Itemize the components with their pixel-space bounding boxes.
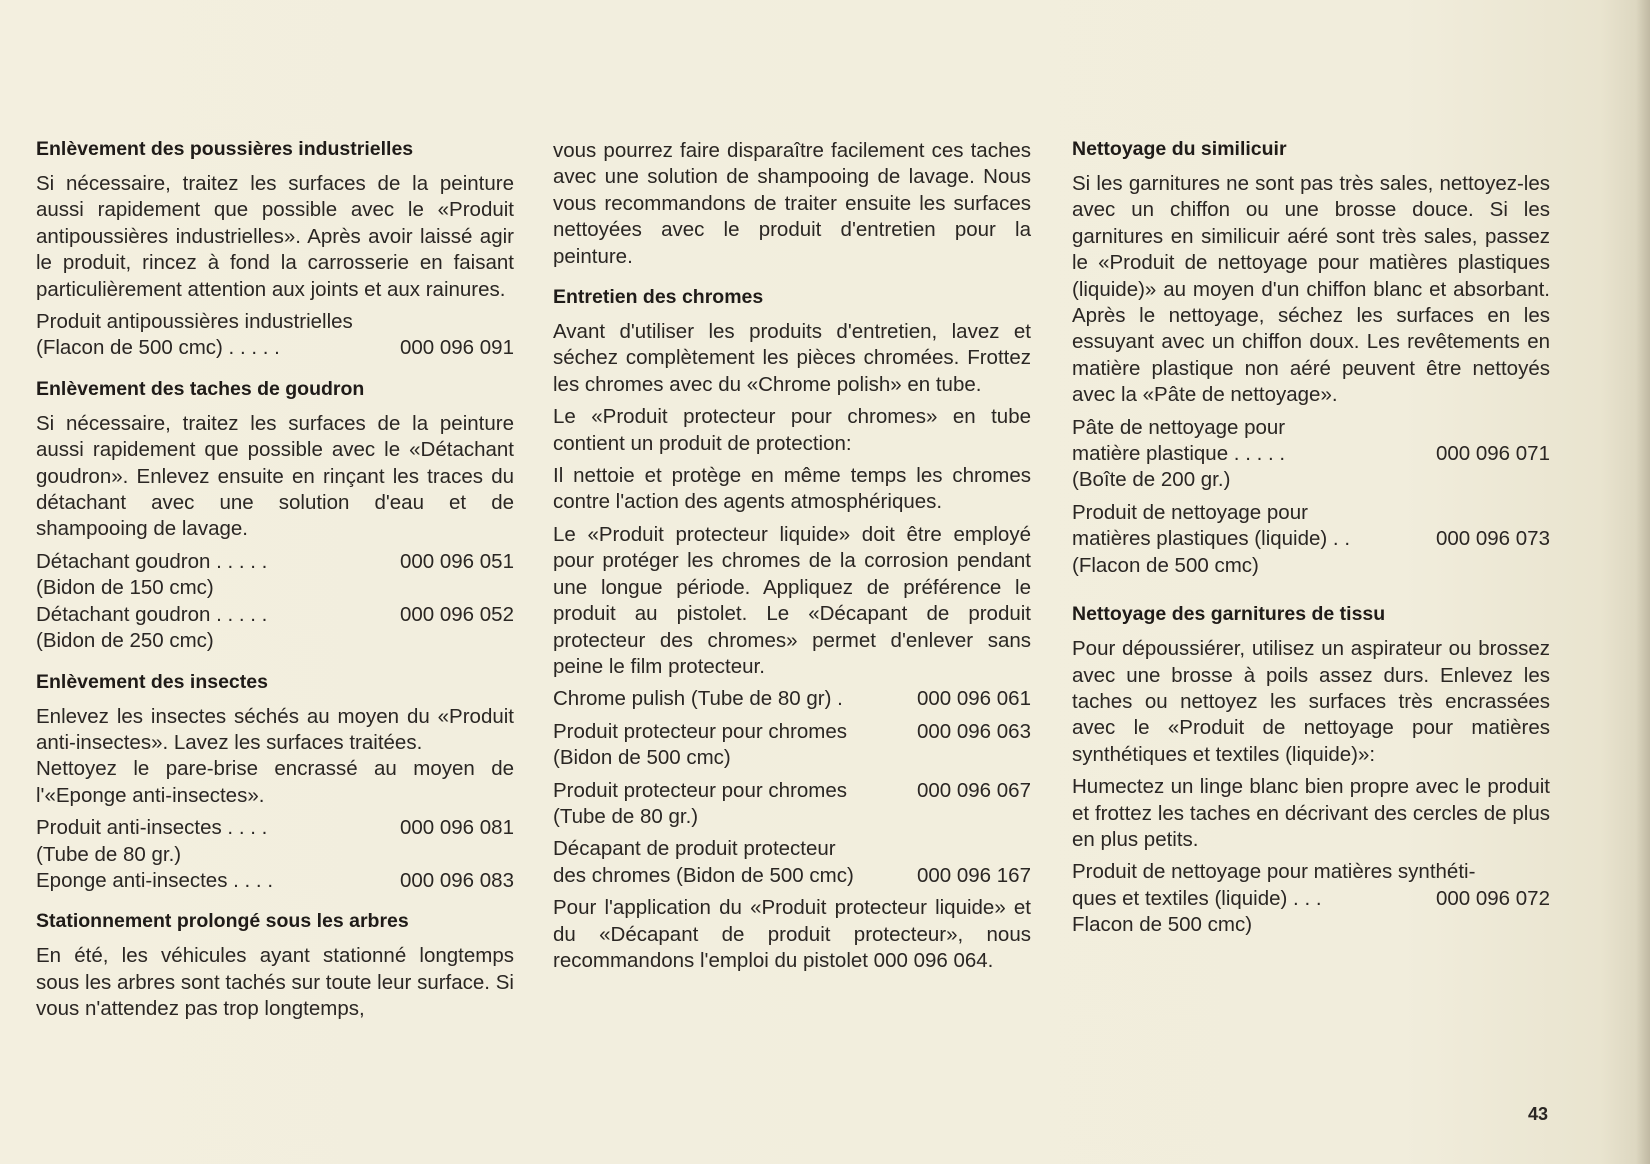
paragraph: Pour dépoussiérer, utilisez un aspirateur ou brossez avec une brosse à poils assez durs. Enlevez les taches ou nettoyez les surfaces très encrassées avec le «Produit de nettoyage pour matières synthétiques et textiles (liquide)»: [1072,637,1550,766]
product-package: (Bidon de 250 cmc) [36,629,214,653]
product-entry [36,868,514,894]
column-left [36,136,514,1037]
product-code: 000 096 067 [916,778,1031,802]
product-code: 000 096 083 [399,868,514,892]
product-package: Flacon de 500 cmc) [1072,913,1253,937]
product-name: Produit de nettoyage pour [1072,500,1308,524]
product-name: Produit protecteur pour chromes [553,778,847,802]
column-right [1072,136,1550,953]
product-code: 000 096 063 [916,719,1031,743]
paragraph: Le «Produit protecteur liquide» doit être employé pour protéger les chromes de la corrosion pendant une longue période. Appliquez de préférence le produit au pistolet. Le «Décapant de produit protecteur des chromes» permet d'enlever sans peine le film protecteur. [553,522,1031,678]
product-package: (Flacon de 500 cmc) . . . . . [36,336,280,360]
product-name: Eponge anti-insectes . . . . [36,868,274,892]
product-entry [553,686,1031,712]
product-package: (Flacon de 500 cmc) [1072,553,1259,577]
section-parking-under-trees [36,908,514,1022]
section-chrome-care [553,284,1031,974]
section-insects [36,669,514,895]
product-name: Produit antipoussières industrielles [36,310,353,334]
paragraph: Il nettoie et protège en même temps les chromes contre l'action des agents atmosphériques. [553,464,1031,514]
page-number: 43 [1528,1104,1549,1124]
product-code: 000 096 051 [399,549,514,573]
product-package: (Tube de 80 gr.) [36,842,182,866]
product-entry [1072,500,1550,579]
paragraph: Nettoyez le pare-brise encrassé au moyen de l'«Eponge anti-insectes». [36,757,514,807]
product-package: (Bidon de 150 cmc) [36,576,214,600]
section-title: Enlèvement des taches de goudron [36,377,365,400]
paragraph: Si nécessaire, traitez les surfaces de la peinture aussi rapidement que possible avec le «Produit antipoussières industrielles». Après avoir laissé agir le produit, rincez à fond la carrosserie en faisant particulièrement attention aux joints et aux rainures. [36,172,514,301]
product-code: 000 096 052 [399,602,514,626]
section-imitation-leather [1072,136,1550,579]
product-code: 000 096 073 [1435,527,1550,551]
product-name-cont: matière plastique . . . . . [1072,442,1286,466]
section-title: Entretien des chromes [553,286,764,309]
paragraph: Humectez un linge blanc bien propre avec le produit et frottez les taches en décrivant des cercles de plus en plus petits. [1072,775,1550,851]
paragraph: Pour l'application du «Produit protecteur liquide» et du «Décapant de produit protecteur», nous recommandons l'emploi du pistolet 000 096 064. [553,896,1031,972]
product-entry [36,309,514,362]
product-name: Détachant goudron . . . . . [36,602,268,626]
paragraph: Avant d'utiliser les produits d'entretien, lavez et séchez complètement les pièces chromées. Frottez les chromes avec du «Chrome polish» en tube. [553,320,1031,396]
paragraph: Enlevez les insectes séchés au moyen du «Produit anti-insectes». Lavez les surfaces traitées. [36,704,514,754]
section-title: Enlèvement des poussières industrielles [36,138,414,160]
product-entry [36,815,514,868]
page-edge-shadow [1636,0,1650,1164]
product-entry [36,549,514,602]
product-code: 000 096 072 [1435,886,1550,910]
product-entry [553,836,1031,889]
product-package: (Boîte de 200 gr.) [1072,468,1231,492]
paragraph: Le «Produit protecteur pour chromes» en tube contient un produit de protection: [553,405,1031,455]
product-entry [36,602,514,655]
paragraph: En été, les véhicules ayant stationné longtemps sous les arbres sont tachés sur toute leur surface. Si vous n'attendez pas trop longtemps, [36,944,514,1021]
product-name: Produit anti-insectes . . . . [36,816,268,840]
section-title: Nettoyage du similicuir [1072,138,1287,160]
product-name: Produit de nettoyage pour matières synthéti- [1072,860,1476,884]
section-tar-stains [36,376,514,655]
product-entry [1072,415,1550,494]
section-title: Enlèvement des insectes [36,670,268,693]
paragraph: vous pourrez faire disparaître facilement ces taches avec une solution de shampooing de lavage. Nous vous recommandons de traiter ensuite les surfaces nettoyées avec le produit d'entretien pour la peinture. [553,139,1031,268]
product-name: Produit protecteur pour chromes [553,719,847,743]
product-entry [553,719,1031,772]
product-code: 000 096 061 [916,687,1031,711]
product-code: 000 096 167 [916,863,1031,887]
product-entry [1072,859,1550,938]
product-code: 000 096 071 [1435,442,1550,466]
product-entry [553,778,1031,831]
product-name: Détachant goudron . . . . . [36,549,268,573]
section-continued [553,138,1031,270]
product-package: des chromes (Bidon de 500 cmc) [553,863,854,887]
product-name: Pâte de nettoyage pour [1072,415,1286,439]
paragraph: Si nécessaire, traitez les surfaces de la peinture aussi rapidement que possible avec le «Détachant goudron». Enlevez ensuite en rinçant les traces du détachant avec une solution d'eau et de shampooing de lavage. [36,411,514,541]
section-title: Stationnement prolongé sous les arbres [36,910,409,933]
product-name-cont: matières plastiques (liquide) . . [1072,527,1351,551]
product-name-cont: ques et textiles (liquide) . . . [1072,886,1322,910]
section-fabric-upholstery [1072,601,1550,938]
product-code: 000 096 091 [399,336,514,360]
product-name: Chrome pulish (Tube de 80 gr) . [553,687,843,711]
column-middle [553,138,1031,988]
paragraph: Si les garnitures ne sont pas très sales, nettoyez-les avec un chiffon ou une brosse douce. Si les garnitures en similicuir aéré sont très sales, passez le «Produit de nettoyage pour matières plastiques (liquide)» au moyen d'un chiffon blanc et absorbant. Après le nettoyage, séchez les surfaces en les essuyant avec un chiffon doux. Les revêtements en matière plastique non aéré peuvent être nettoyés avec la «Pâte de nettoyage». [1072,172,1550,407]
product-code: 000 096 081 [399,816,514,840]
section-industrial-dust [36,136,514,362]
product-package: (Tube de 80 gr.) [553,804,699,828]
product-package: (Bidon de 500 cmc) [553,746,731,770]
product-name: Décapant de produit protecteur [553,837,836,861]
section-title: Nettoyage des garnitures de tissu [1072,603,1386,626]
